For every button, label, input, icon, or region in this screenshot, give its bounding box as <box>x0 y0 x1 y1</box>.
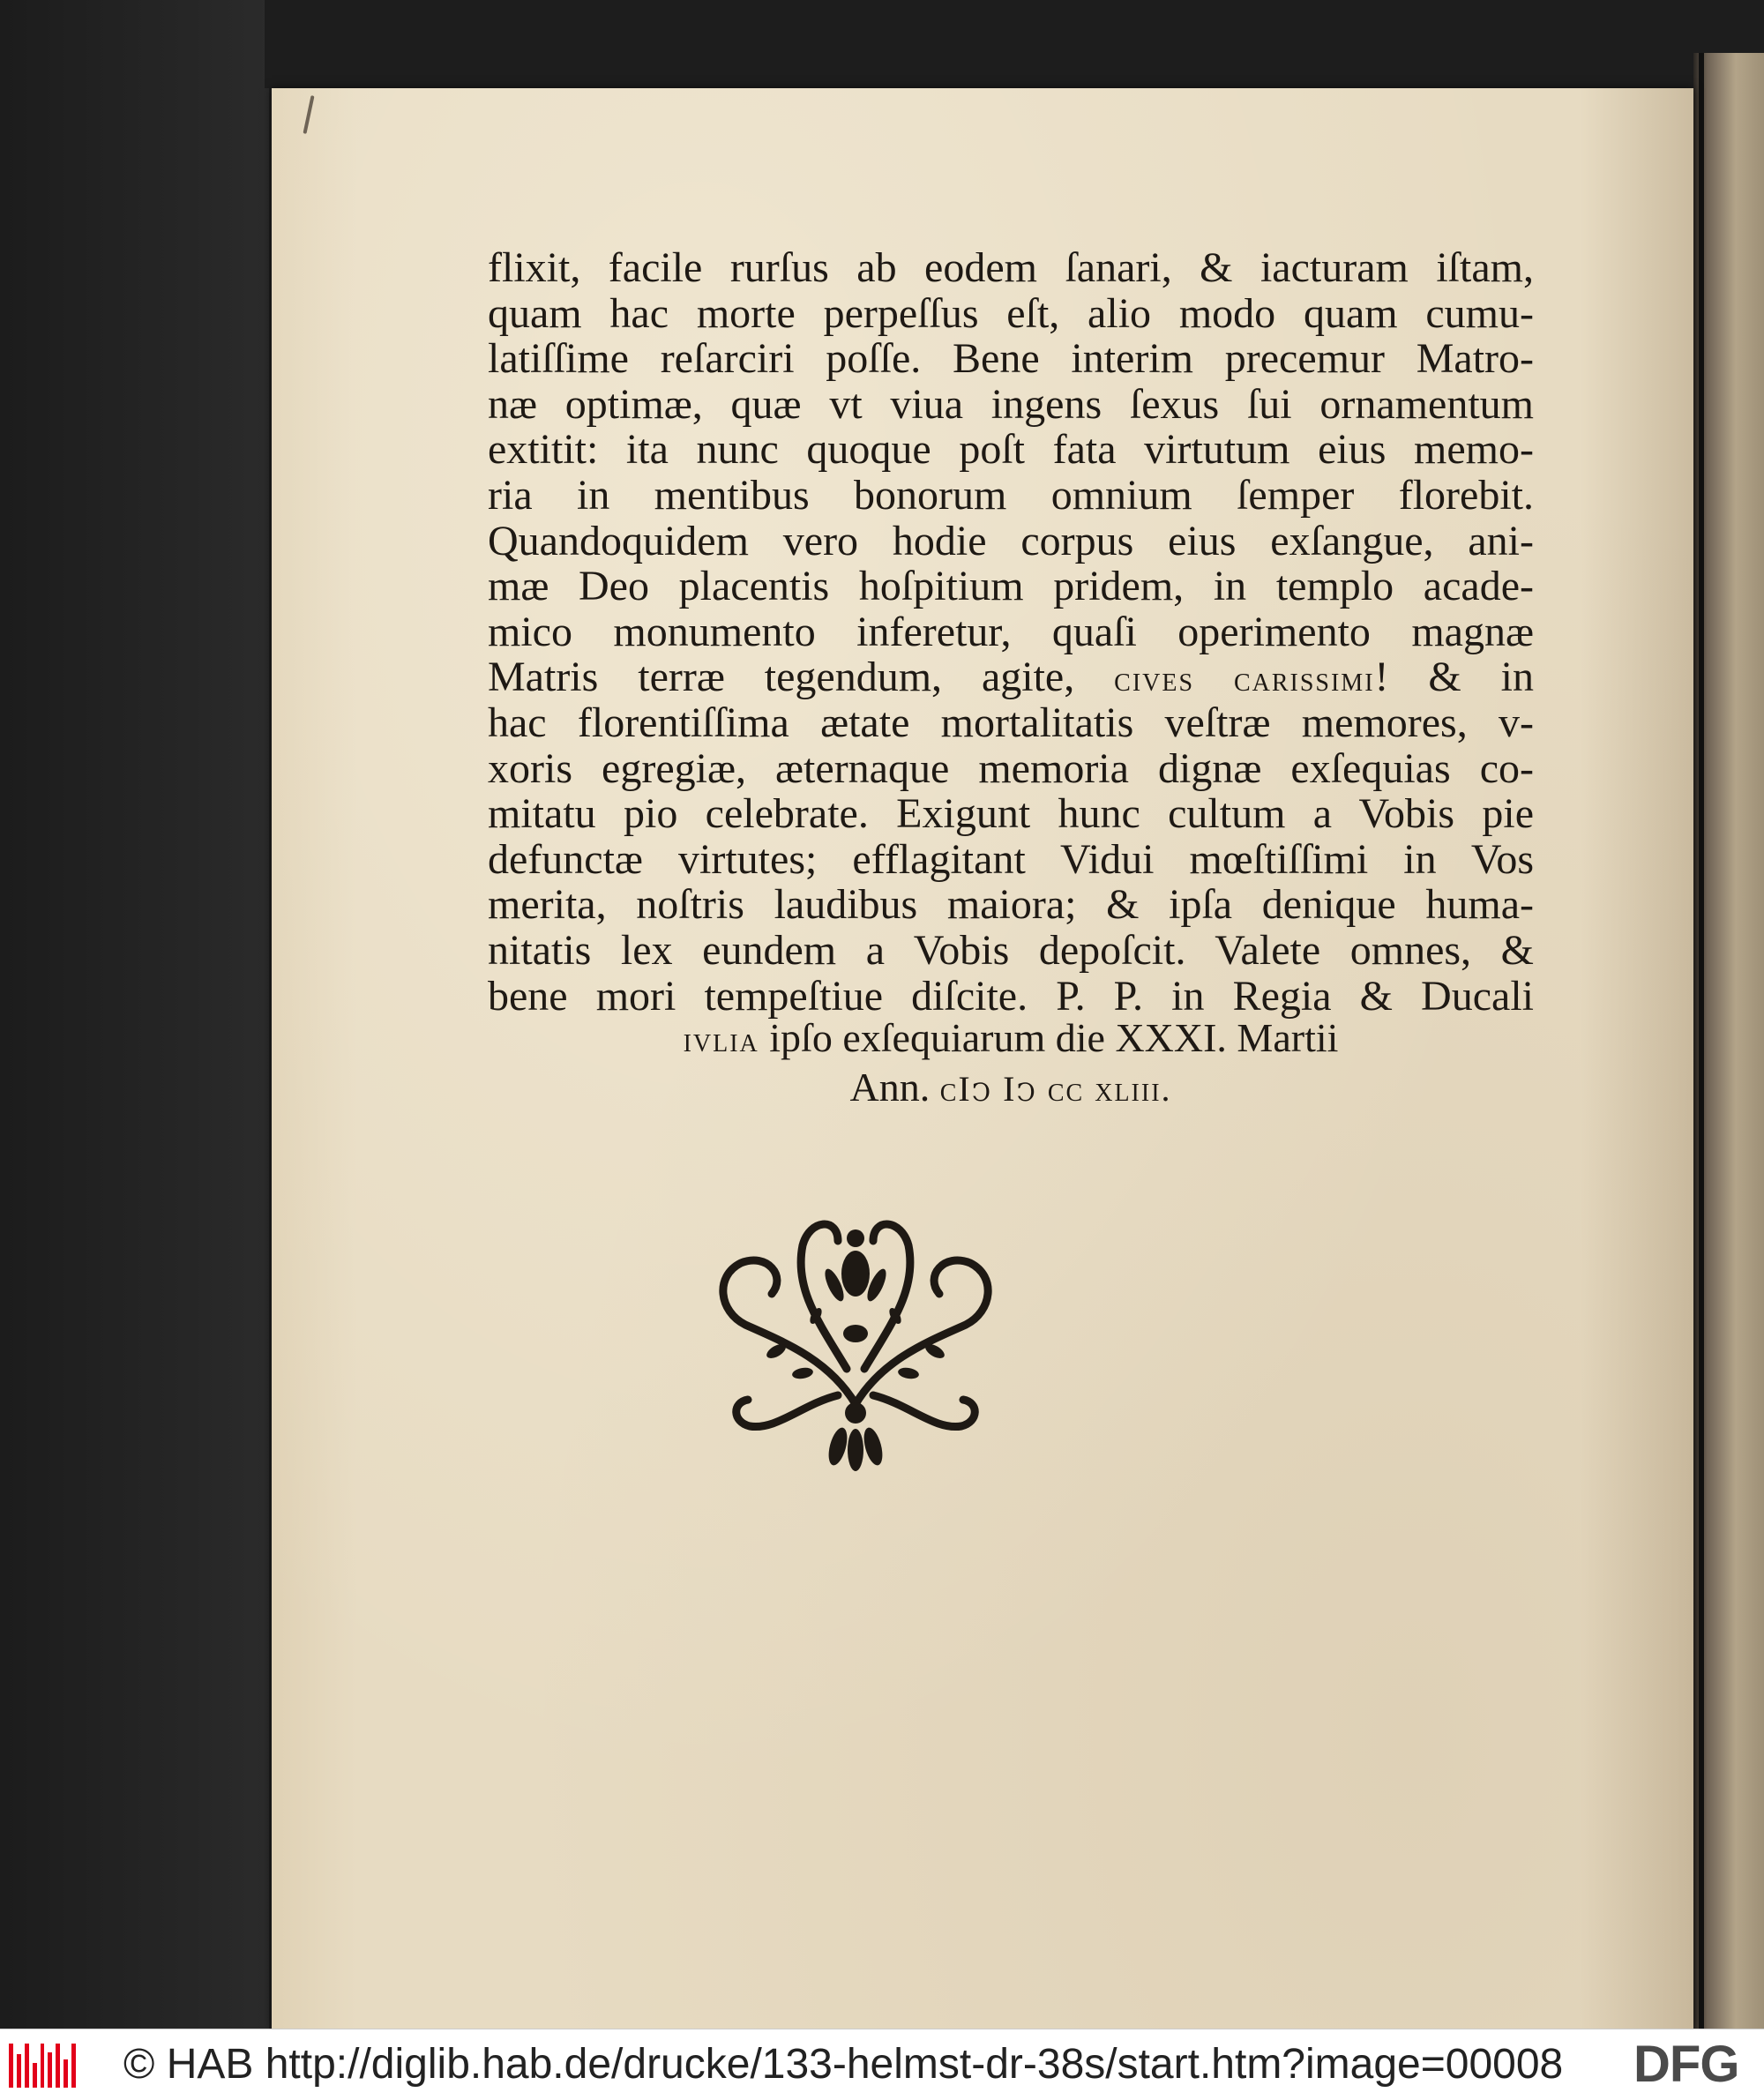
text-line-11: hac florentiſſima ætate mortalitatis veſtræ memores, v- <box>488 699 1534 746</box>
text-line-12: xoris egregiæ, æternaque memoria dignæ exſequias co- <box>488 744 1534 792</box>
text-line-14: defunctæ virtutes; efflagitant Vidui mœſtiſſimi in Vos <box>488 835 1534 883</box>
text-line-2: quam hac morte perpeſſus eſt, alio modo quam cumu- <box>488 289 1534 337</box>
imprint-place: ivlia <box>683 1020 759 1059</box>
hab-barcode-icon <box>9 2044 76 2088</box>
text-line-9: mico monumento inferetur, quaſi operimento magnæ <box>488 608 1534 655</box>
imprint-line-2 <box>488 1064 1534 1110</box>
text-line-15: merita, noſtris laudibus maiora; & ipſa denique huma- <box>488 881 1534 929</box>
cives-carissimi: cives carissimi <box>1114 659 1375 699</box>
text-line-7: Quandoquidem vero hodie corpus eius exſangue, ani- <box>488 517 1534 564</box>
imprint-line-1 <box>488 1014 1534 1061</box>
text-line-13: mitatu pio celebrate. Exigunt hunc cultum a Vobis pie <box>488 790 1534 838</box>
text-line-16: nitatis lex eundem a Vobis depoſcit. Valete omnes, & <box>488 926 1534 974</box>
footer-bar <box>0 2029 1764 2100</box>
copyright-url[interactable]: © HAB http://diglib.hab.de/drucke/133-helmst-dr-38s/start.htm?image=00008 <box>123 2041 1564 2088</box>
top-band <box>265 0 1764 88</box>
line-10-end: ! & in <box>1374 654 1534 701</box>
text-line-6: ria in mentibus bonorum omnium ſemper florebit. <box>488 471 1534 519</box>
left-shadow <box>0 0 269 2029</box>
imprint-year: cIↄ Iↄ cc xliii. <box>939 1069 1172 1109</box>
text-line-8: mæ Deo placentis hoſpitium pridem, in templo acade- <box>488 563 1534 610</box>
floral-ornament-icon <box>706 1192 1005 1475</box>
facing-page-edge <box>1693 53 1764 2029</box>
show-through-text <box>475 1094 1603 1852</box>
book-gutter <box>1699 53 1704 2029</box>
text-line-4: næ optimæ, quæ vt viua ingens ſexus ſui ornamentum <box>488 380 1534 428</box>
text-line-5: extitit: ita nunc quoque poſt fata virtutum eius memo- <box>488 426 1534 474</box>
text-line-10 <box>488 654 1534 700</box>
pencil-mark <box>303 95 314 134</box>
imprint-ann: Ann. <box>849 1065 931 1110</box>
text-line-17: bene mori tempeſtiue diſcite. P. P. in Regia & Ducali <box>488 972 1534 1020</box>
text-line-3: latiſſime reſarciri poſſe. Bene interim precemur Matro- <box>488 335 1534 383</box>
text-line-1: flixit, facile rurſus ab eodem ſanari, & iacturam iſtam, <box>488 244 1534 291</box>
dfg-logo: DFG <box>1633 2036 1739 2093</box>
body-text <box>488 245 1534 1019</box>
line-10-start: Matris terræ tegendum, agite, <box>488 654 1075 701</box>
imprint-date: ipſo exſequiarum die XXXI. Martii <box>769 1015 1339 1060</box>
